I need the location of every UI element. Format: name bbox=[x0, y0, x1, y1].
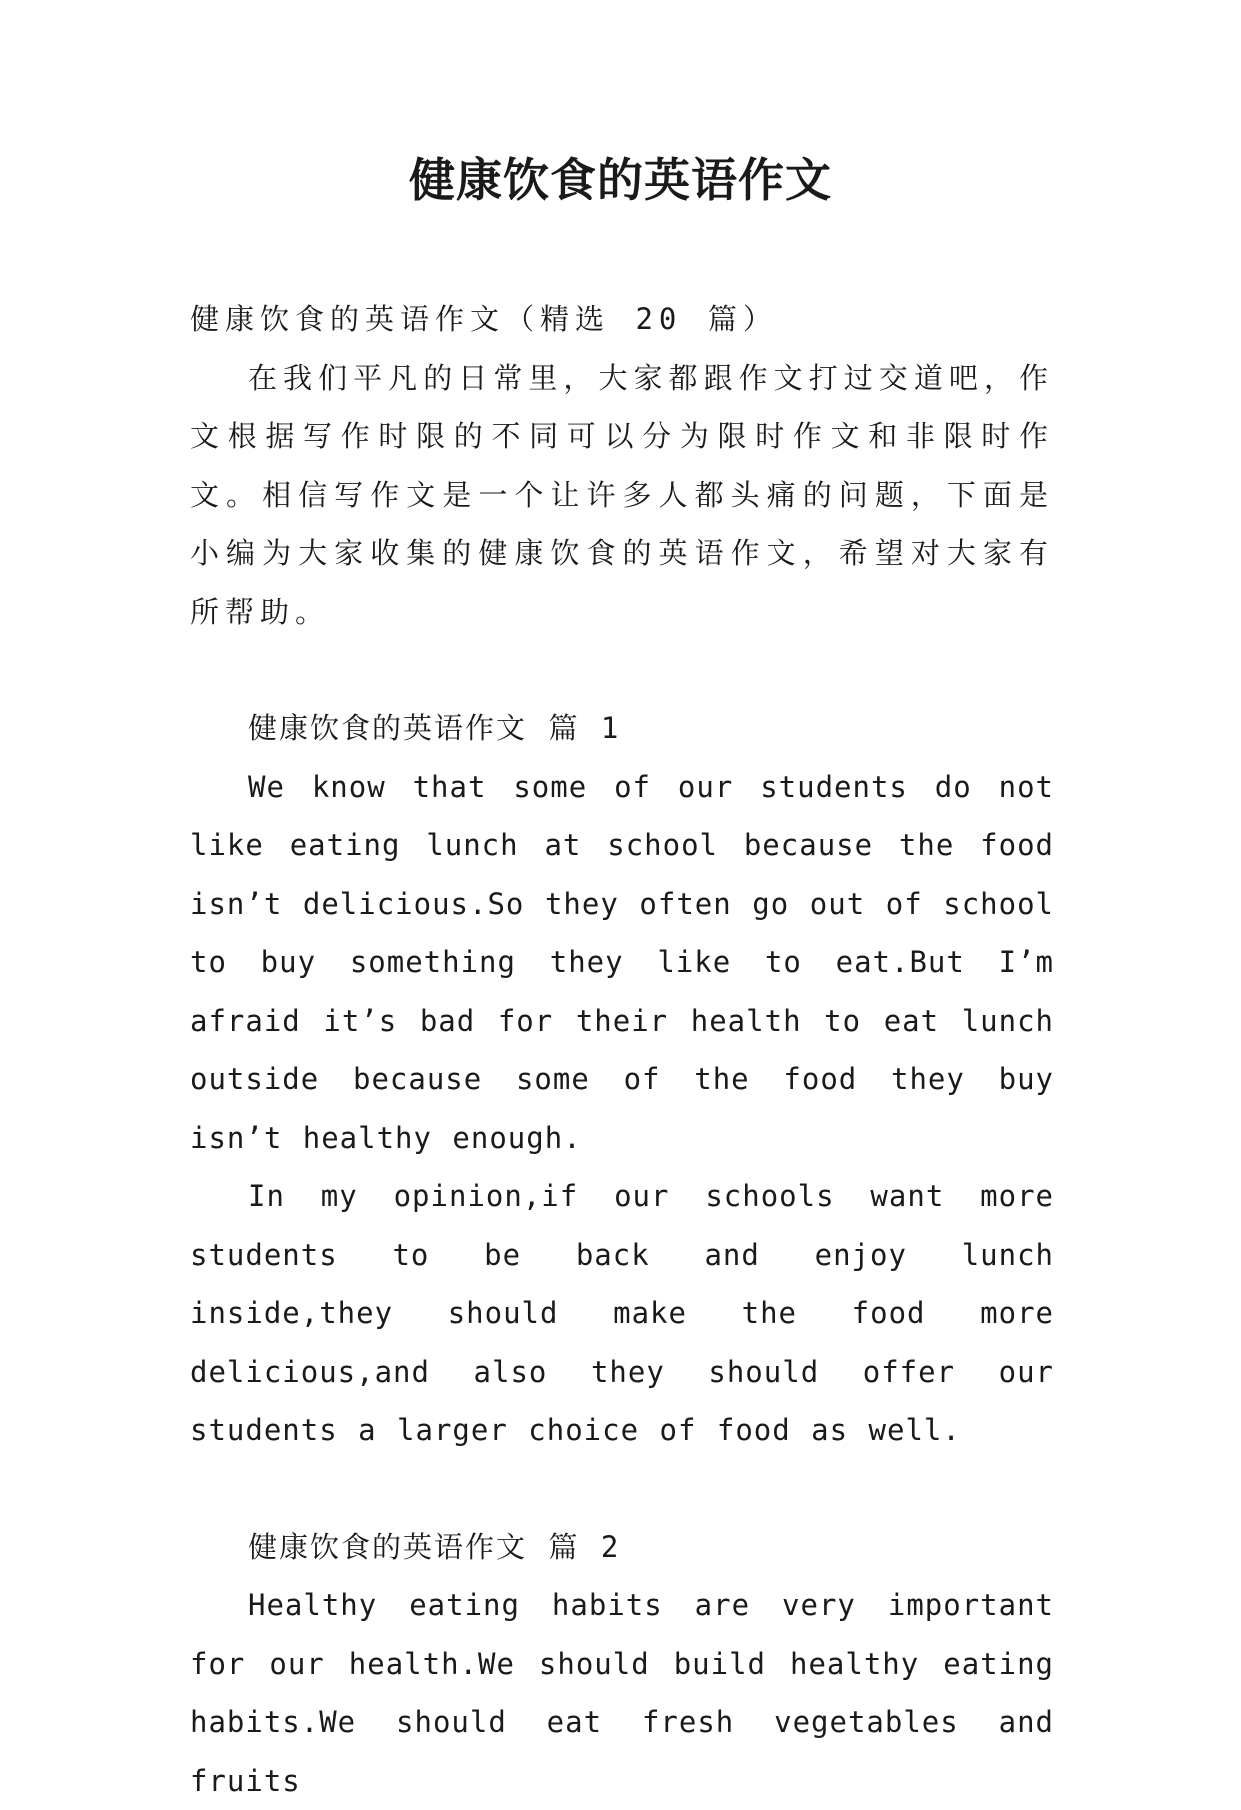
section-1-paragraph-1: We know that some of our students do not like eating lunch at school because the food isn’t delicious.So they often go out of school to buy something they like to eat.But I’m afraid it’s bad for their health to eat lunch outside because some of the food they buy isn’t healthy enough. bbox=[190, 769, 1054, 1155]
section-heading-1: 健康饮食的英语作文 篇 1 bbox=[248, 711, 621, 745]
document-body bbox=[190, 290, 1054, 1810]
intro-paragraph: 在我们平凡的日常里，大家都跟作文打过交道吧，作文根据写作时限的不同可以分为限时作文和非限时作文。相信写作文是一个让许多人都头痛的问题，下面是小编为大家收集的健康饮食的英语作文，希望对大家有所帮助。 bbox=[190, 360, 1054, 629]
section-heading-2: 健康饮食的英语作文 篇 2 bbox=[248, 1529, 621, 1564]
document-subtitle: 健康饮食的英语作文（精选 20 篇） bbox=[190, 302, 778, 336]
section-2-paragraph-1: Healthy eating habits are very important for our health.We should build healthy eating habits.We should eat fresh vegetables and fruits bbox=[190, 1588, 1054, 1798]
section-1-paragraph-2: In my opinion,if our schools want more students to be back and enjoy lunch inside,they should make the food more delicious,and also they should offer our students a larger choice of food as well. bbox=[190, 1179, 1054, 1447]
section-spacer bbox=[190, 1460, 1054, 1518]
document-title: 健康饮食的英语作文 bbox=[409, 153, 832, 207]
section-spacer bbox=[190, 641, 1054, 699]
